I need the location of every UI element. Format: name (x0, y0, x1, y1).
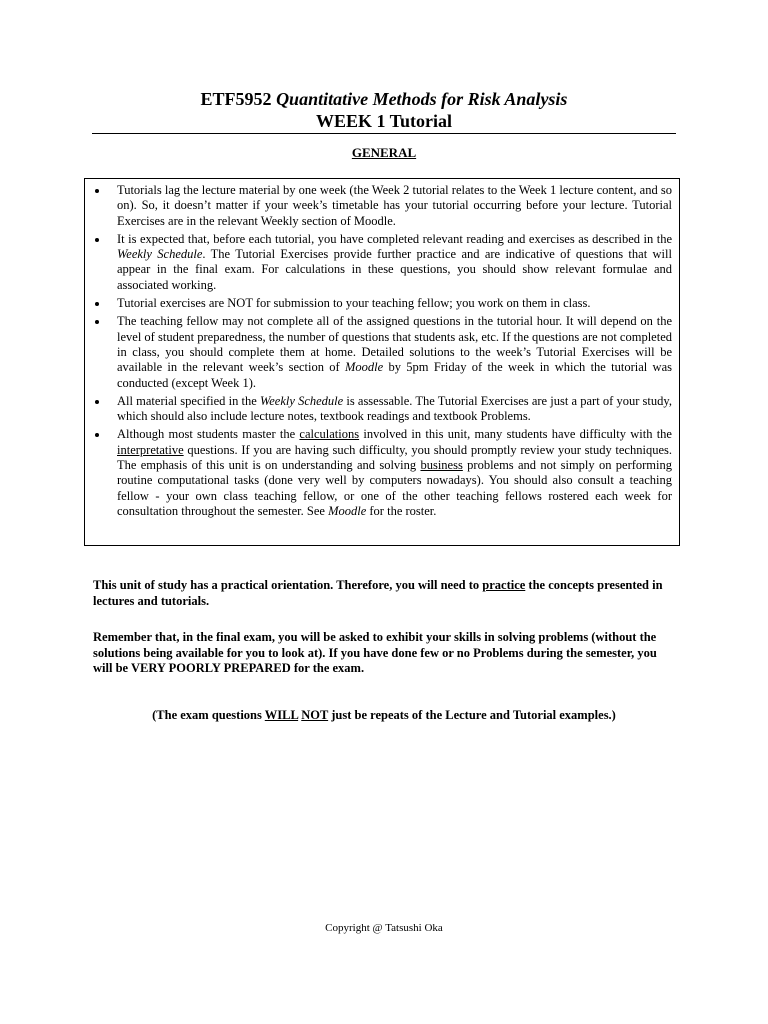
bullet-emphasis: Weekly Schedule (117, 247, 203, 262)
bullet-emphasis: Moodle (345, 360, 384, 375)
bullet-icon (95, 400, 99, 404)
paragraph-underline: practice (482, 578, 526, 592)
bullet-text: problems and not simply on performing routine computational tasks (done very well by computers nowadays). You should also consult a teaching fellow - your own class teaching fellow, or one of the other teaching fellows rostered each week for consultation throughout the semester. See (117, 458, 672, 518)
bullet-underline: interpretative (117, 442, 184, 457)
title-block (92, 88, 676, 132)
bullet-item (93, 183, 672, 229)
paragraph-text: the concepts presented in lectures and tutorials. (93, 578, 663, 608)
bullet-text: The teaching fellow may not complete all of the assigned questions in the tutorial hour. It will depend on the level of student preparedness, the number of questions that students ask, etc. If the questions are not completed in class, you should complete them at home. Detailed solutions to the week’s Tutorial Exercises will be available in the relevant week’s section of (117, 314, 672, 375)
section-heading: GENERAL (351, 145, 417, 160)
bullet-text: for the roster. (366, 503, 437, 518)
copyright-footer: Copyright @ Tatsushi Oka (325, 922, 443, 934)
bullet-text: All material specified in the (117, 393, 260, 408)
exam-note-paragraph (0, 708, 768, 724)
paragraph-text: This unit of study has a practical orientation. Therefore, you will need to (93, 578, 483, 592)
bullet-underline: business (420, 458, 463, 473)
bullet-item (93, 314, 672, 390)
bullet-icon (95, 302, 99, 306)
course-name: Quantitative Methods for Risk Analysis (276, 89, 568, 109)
bullet-icon (95, 320, 99, 324)
week-title: WEEK 1 Tutorial (315, 111, 453, 131)
course-title (92, 88, 676, 110)
bullet-emphasis: Moodle (328, 503, 367, 518)
bullet-emphasis: Weekly Schedule (259, 393, 344, 408)
general-info-box (84, 178, 680, 546)
bullet-text: involved in this unit, many students have difficulty with the (359, 427, 672, 442)
bullet-list (93, 183, 672, 519)
title-divider (92, 133, 676, 134)
paragraph-underline: NOT (301, 708, 329, 722)
bullet-text: It is expected that, before each tutorial, you have completed relevant reading and exercises as described in the (117, 231, 672, 246)
bullet-item (93, 296, 672, 311)
course-code: ETF5952 (200, 89, 272, 109)
bullet-icon (95, 433, 99, 437)
bullet-item (93, 427, 672, 519)
paragraph-underline: WILL (264, 708, 299, 722)
bullet-text: by 5pm Friday of the week in which the tutorial was conducted (except Week 1). (117, 360, 673, 390)
final-exam-paragraph: Remember that, in the final exam, you will be asked to exhibit your skills in solving problems (without the solutions being available for you to look at). If you have done few or no Problems during the semester, you will be VERY POORLY PREPARED for the exam. (93, 630, 657, 675)
bullet-icon (95, 238, 99, 242)
bullet-item (93, 394, 672, 425)
bullet-icon (95, 189, 99, 193)
bullet-item (93, 232, 672, 293)
bullet-underline: calculations (299, 427, 360, 442)
bullet-text: Tutorial exercises are NOT for submission to your teaching fellow; you work on them in class. (117, 296, 591, 311)
paragraph-text: (The exam questions (152, 708, 265, 722)
bullet-text: questions. If you are having such difficulty, you should promptly review your study techniques. The emphasis of this unit is on understanding and solving (117, 442, 672, 473)
bullet-text: is assessable. The Tutorial Exercises are just a part of your study, which should also include lecture notes, textbook readings and textbook Problems. (117, 393, 672, 424)
bullet-text: Although most students master the (117, 427, 300, 442)
bullet-text: . The Tutorial Exercises provide further practice and are indicative of questions that will appear in the final exam. For calculations in these questions, you should show relevant formulae and associated working. (117, 247, 672, 292)
bullet-text: Tutorials lag the lecture material by one week (the Week 2 tutorial relates to the Week 1 lecture content, and so on). So, it doesn’t matter if your week’s timetable has your tutorial occurring before your lecture. Tutorial Exercises are in the relevant Weekly section of Moodle. (117, 183, 672, 228)
practical-orientation-paragraph (93, 578, 675, 609)
paragraph-text: just be repeats of the Lecture and Tutorial examples.) (328, 708, 616, 722)
